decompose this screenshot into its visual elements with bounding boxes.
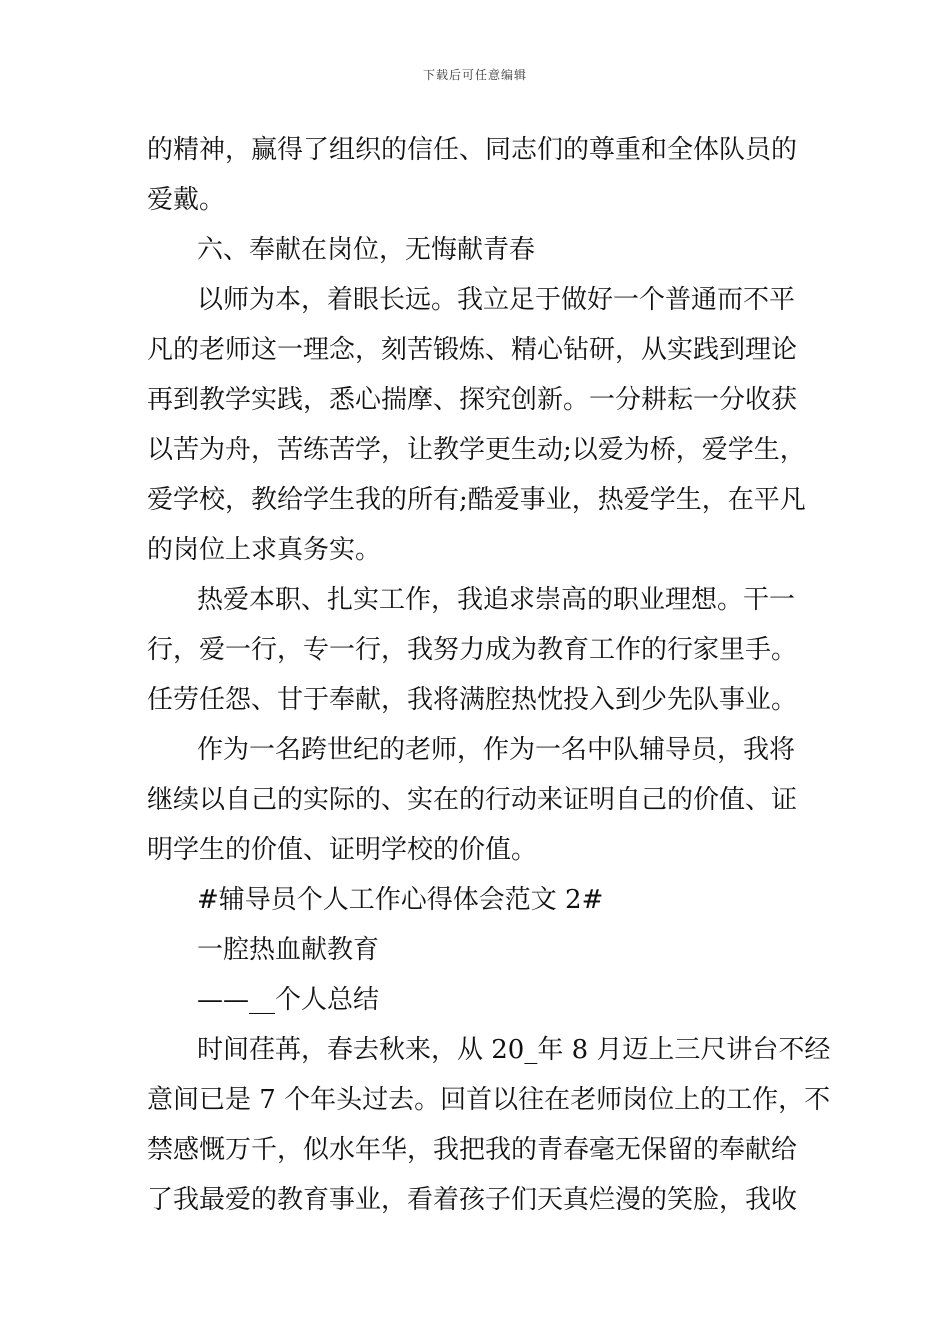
article-subtitle: 一腔热血献教育 — [197, 935, 380, 965]
text-line: 禁感慨万千，似水年华，我把我的青春毫无保留的奉献给 — [147, 1135, 798, 1165]
text-line: 再到教学实践，悉心揣摩、探究创新。一分耕耘一分收获 — [147, 385, 798, 415]
text-line: 了我最爱的教育事业，看着孩子们天真烂漫的笑脸，我收 — [147, 1185, 798, 1215]
text-line: 以苦为舟，苦练苦学，让教学更生动;以爱为桥，爱学生， — [147, 435, 806, 465]
text-line: 明学生的价值、证明学校的价值。 — [147, 835, 538, 865]
text-line: 的精神，赢得了组织的信任、同志们的尊重和全体队员的 — [147, 135, 798, 165]
text-line: 以师为本，着眼长远。我立足于做好一个普通而不平 — [197, 285, 796, 315]
text-line: 继续以自己的实际的、实在的行动来证明自己的价值、证 — [147, 785, 798, 815]
article-title: #辅导员个人工作心得体会范文 2# — [197, 885, 604, 915]
text-line: 时间荏苒，春去秋来，从 20_年 8 月迈上三尺讲台不经 — [197, 1035, 831, 1065]
page-header-note: 下载后可任意编辑 — [422, 68, 527, 82]
text-line: 爱戴。 — [147, 185, 226, 215]
text-line: 的岗位上求真务实。 — [147, 535, 382, 565]
text-line: 凡的老师这一理念，刻苦锻炼、精心钻研，从实践到理论 — [147, 335, 798, 365]
text-line: 作为一名跨世纪的老师，作为一名中队辅导员，我将 — [197, 735, 796, 765]
section-heading: 六、奉献在岗位，无悔献青春 — [197, 235, 536, 265]
text-line: 意间已是 7 个年头过去。回首以往在老师岗位上的工作，不 — [147, 1085, 831, 1115]
text-line: 热爱本职、扎实工作，我追求崇高的职业理想。干一 — [197, 585, 796, 615]
text-line: 任劳任怨、甘于奉献，我将满腔热忱投入到少先队事业。 — [147, 685, 798, 715]
text-line: 行，爱一行，专一行，我努力成为教育工作的行家里手。 — [147, 635, 798, 665]
text-line: 爱学校，教给学生我的所有;酷爱事业，热爱学生，在平凡 — [147, 485, 806, 515]
article-byline: ——__个人总结 — [197, 985, 380, 1015]
